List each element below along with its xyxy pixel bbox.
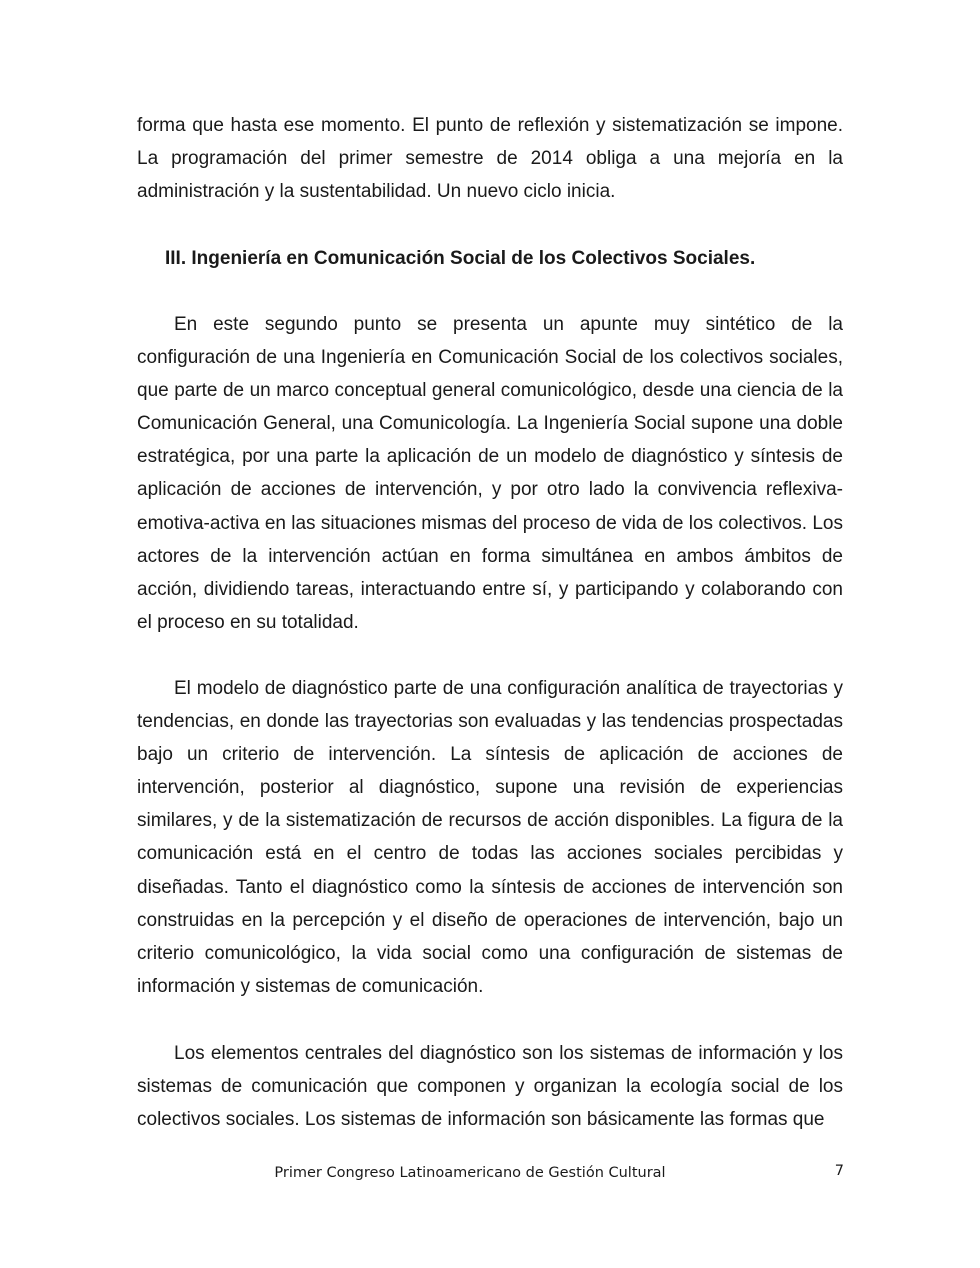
section-heading: III. Ingeniería en Comunicación Social de los Colectivos Sociales. (165, 248, 756, 269)
paragraph-4: Los elementos centrales del diagnóstico son los sistemas de información y los sistemas de comunicación que componen y organizan la ecología social de los colectivos sociales. Los sistemas de información son básicamente las formas que (137, 1043, 843, 1131)
page-number: 7 (834, 1163, 844, 1179)
footer-title: Primer Congreso Latinoamericano de Gestión Cultural (274, 1165, 666, 1181)
paragraph-continued: forma que hasta ese momento. El punto de reflexión y sistematización se impone. La programación del primer semestre de 2014 obliga a una mejoría en la administración y la sustentabilidad. Un nuevo ciclo inicia. (137, 115, 843, 203)
paragraph-2: En este segundo punto se presenta un apunte muy sintético de la configuración de una Ingeniería en Comunicación Social de los colectivos sociales, que parte de un marco conceptual general comunicológico, desde una ciencia de la Comunicación General, una Comunicología. La Ingeniería Social supone una doble estratégica, por una parte la aplicación de un modelo de diagnóstico y síntesis de aplicación de acciones de intervención, y por otro lado la convivencia reflexiva-emotiva-activa en las situaciones mismas del proceso de vida de los colectivos. Los actores de la intervención actúan en forma simultánea en ambos ámbitos de acción, dividiendo tareas, interactuando entre sí, y participando y colaborando con el proceso en su totalidad. (137, 314, 843, 633)
paragraph-3: El modelo de diagnóstico parte de una configuración analítica de trayectorias y tendencias, en donde las trayectorias son evaluadas y las tendencias prospectadas bajo un criterio de intervención. La síntesis de aplicación de acciones de intervención, posterior al diagnóstico, supone una revisión de experiencias similares, y de la sistematización de recursos de acción disponibles. La figura de la comunicación está en el centro de todas las acciones sociales percibidas y diseñadas. Tanto el diagnóstico como la síntesis de acciones de intervención son construidas en la percepción y el diseño de operaciones de intervención, bajo un criterio comunicológico, la vida social como una configuración de sistemas de información y sistemas de comunicación. (137, 678, 843, 997)
